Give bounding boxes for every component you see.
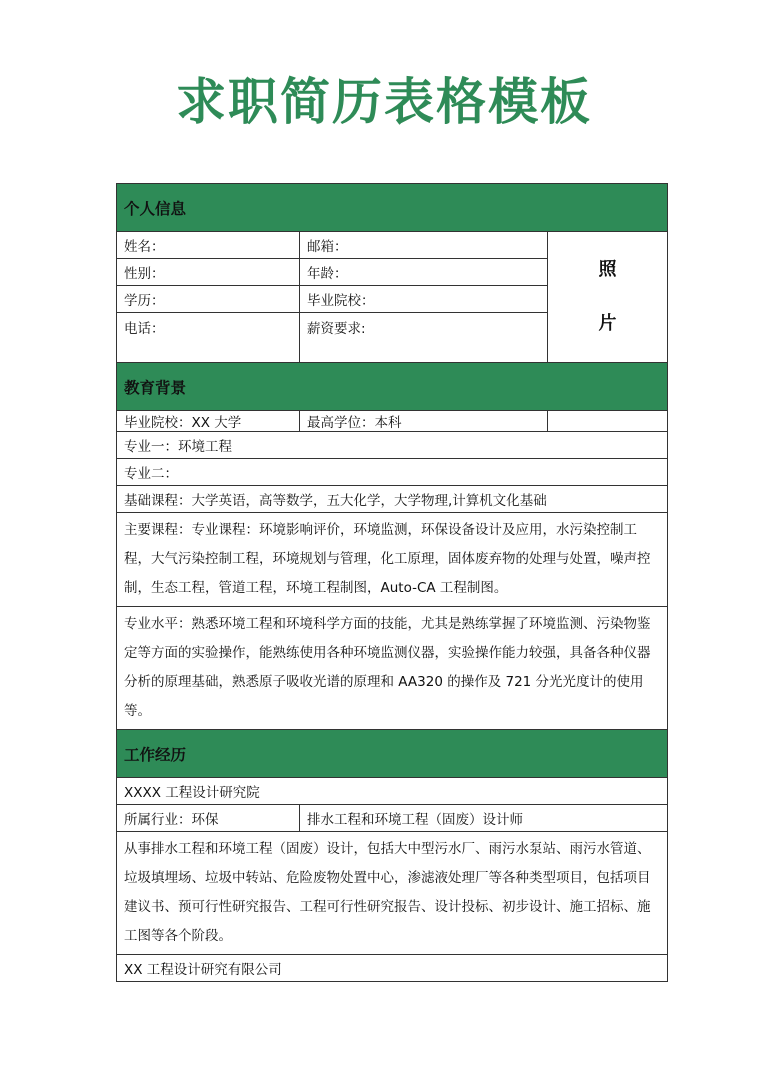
salary-label: 薪资要求: [300,313,548,363]
photo-char-1: 照 [598,259,617,280]
section-heading: 教育背景 [117,363,668,411]
page-title: 求职简历表格模板 [176,73,592,131]
edu-main-courses: 主要课程：专业课程：环境影响评价，环境监测，环保设备设计及应用，水污染控制工程，大气污染控制工程，环境规划与管理，化工原理，固体废弃物的处理与处置，噪声控制，生态工程，管道工程，环境工程制图，Auto-CA 工程制图。 [117,513,668,607]
section-heading: 工作经历 [117,730,668,778]
section-heading: 个人信息 [117,184,668,232]
edu-major2: 专业二： [117,459,668,486]
work-company-2: XX 工程设计研究有限公司 [117,955,668,982]
work-description: 从事排水工程和环境工程（固废）设计，包括大中型污水厂、雨污水泵站、雨污水管道、垃圾填埋场、垃圾中转站、危险废物处置中心，渗滤液处理厂等各种类型项目，包括项目建议书、预可行性研究报告、工程可行性研究报告、设计投标、初步设计、施工招标、施工图等各个阶段。 [117,832,668,955]
photo-placeholder [548,232,668,363]
section-work-header [117,730,668,778]
name-label: 姓名： [117,232,300,259]
edu-basic-courses: 基础课程：大学英语，高等数学，五大化学，大学物理,计算机文化基础 [117,486,668,513]
school-label: 毕业院校： [300,286,548,313]
gender-label: 性别： [117,259,300,286]
edu-empty-cell [548,411,668,432]
edu-school: 毕业院校：XX 大学 [117,411,300,432]
edu-major1: 专业一：环境工程 [117,432,668,459]
section-personal-header [117,184,668,232]
work-industry: 所属行业：环保 [117,805,300,832]
section-education-header [117,363,668,411]
education-label: 学历： [117,286,300,313]
work-company-1: XXXX 工程设计研究院 [117,778,668,805]
work-position: 排水工程和环境工程（固废）设计师 [300,805,668,832]
email-label: 邮箱： [300,232,548,259]
edu-skill-level: 专业水平：熟悉环境工程和环境科学方面的技能，尤其是熟练掌握了环境监测、污染物鉴定等方面的实验操作，能熟练使用各种环境监测仪器，实验操作能力较强，具备各种仪器分析的原理基础，熟悉原子吸收光谱的原理和 AA320 的操作及 721 分光光度计的使用等。 [117,607,668,730]
resume-table [116,183,668,982]
photo-char-2: 片 [598,313,617,334]
phone-label: 电话： [117,313,300,363]
age-label: 年龄： [300,259,548,286]
edu-degree: 最高学位：本科 [300,411,548,432]
